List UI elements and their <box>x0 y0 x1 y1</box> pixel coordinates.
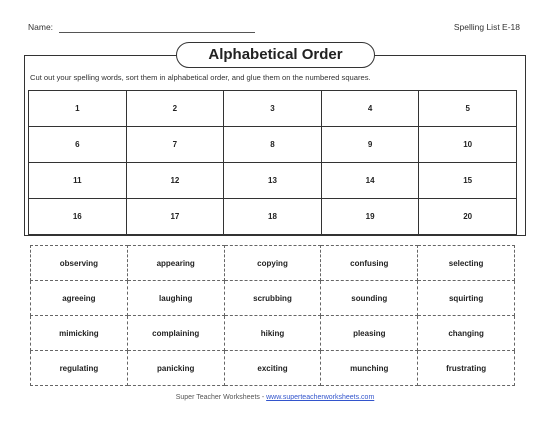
numbered-square: 2 <box>126 91 224 127</box>
word-card: confusing <box>321 246 418 281</box>
word-card: appearing <box>127 246 224 281</box>
word-card: laughing <box>127 281 224 316</box>
name-line <box>59 32 255 33</box>
word-card: squirting <box>418 281 515 316</box>
numbered-square: 17 <box>126 199 224 235</box>
word-card: copying <box>224 246 321 281</box>
word-row <box>31 351 515 386</box>
numbered-square: 9 <box>321 127 419 163</box>
word-card: changing <box>418 316 515 351</box>
worksheet-header <box>28 22 520 36</box>
numbered-square: 16 <box>29 199 127 235</box>
numbered-row <box>29 199 517 235</box>
word-card: complaining <box>127 316 224 351</box>
word-card: pleasing <box>321 316 418 351</box>
footer <box>0 394 550 401</box>
numbered-squares-grid <box>28 90 517 235</box>
word-card: observing <box>31 246 128 281</box>
numbered-square: 11 <box>29 163 127 199</box>
word-card: exciting <box>224 351 321 386</box>
word-row <box>31 316 515 351</box>
word-card: sounding <box>321 281 418 316</box>
instructions: Cut out your spelling words, sort them in alphabetical order, and glue them on the numbered squares. <box>30 73 371 82</box>
footer-text: Super Teacher Worksheets - <box>175 394 267 401</box>
word-card: scrubbing <box>224 281 321 316</box>
numbered-square: 5 <box>419 91 517 127</box>
numbered-square: 15 <box>419 163 517 199</box>
name-label: Name: <box>28 22 54 32</box>
word-card: panicking <box>127 351 224 386</box>
word-card: selecting <box>418 246 515 281</box>
numbered-row <box>29 127 517 163</box>
word-card: regulating <box>31 351 128 386</box>
numbered-square: 4 <box>321 91 419 127</box>
word-card: mimicking <box>31 316 128 351</box>
word-cards-grid <box>30 245 515 386</box>
spelling-list-label: Spelling List E-18 <box>453 22 520 32</box>
numbered-square: 18 <box>224 199 322 235</box>
numbered-square: 19 <box>321 199 419 235</box>
numbered-square: 20 <box>419 199 517 235</box>
numbered-square: 12 <box>126 163 224 199</box>
numbered-row <box>29 163 517 199</box>
word-card: agreeing <box>31 281 128 316</box>
numbered-square: 13 <box>224 163 322 199</box>
word-card: hiking <box>224 316 321 351</box>
footer-link[interactable]: www.superteacherworksheets.com <box>266 394 375 401</box>
word-row <box>31 281 515 316</box>
numbered-row <box>29 91 517 127</box>
numbered-square: 8 <box>224 127 322 163</box>
numbered-square: 14 <box>321 163 419 199</box>
word-card: munching <box>321 351 418 386</box>
worksheet-title: Alphabetical Order <box>176 42 375 68</box>
word-card: frustrating <box>418 351 515 386</box>
word-row <box>31 246 515 281</box>
numbered-square: 10 <box>419 127 517 163</box>
numbered-square: 6 <box>29 127 127 163</box>
numbered-square: 3 <box>224 91 322 127</box>
numbered-square: 7 <box>126 127 224 163</box>
numbered-square: 1 <box>29 91 127 127</box>
